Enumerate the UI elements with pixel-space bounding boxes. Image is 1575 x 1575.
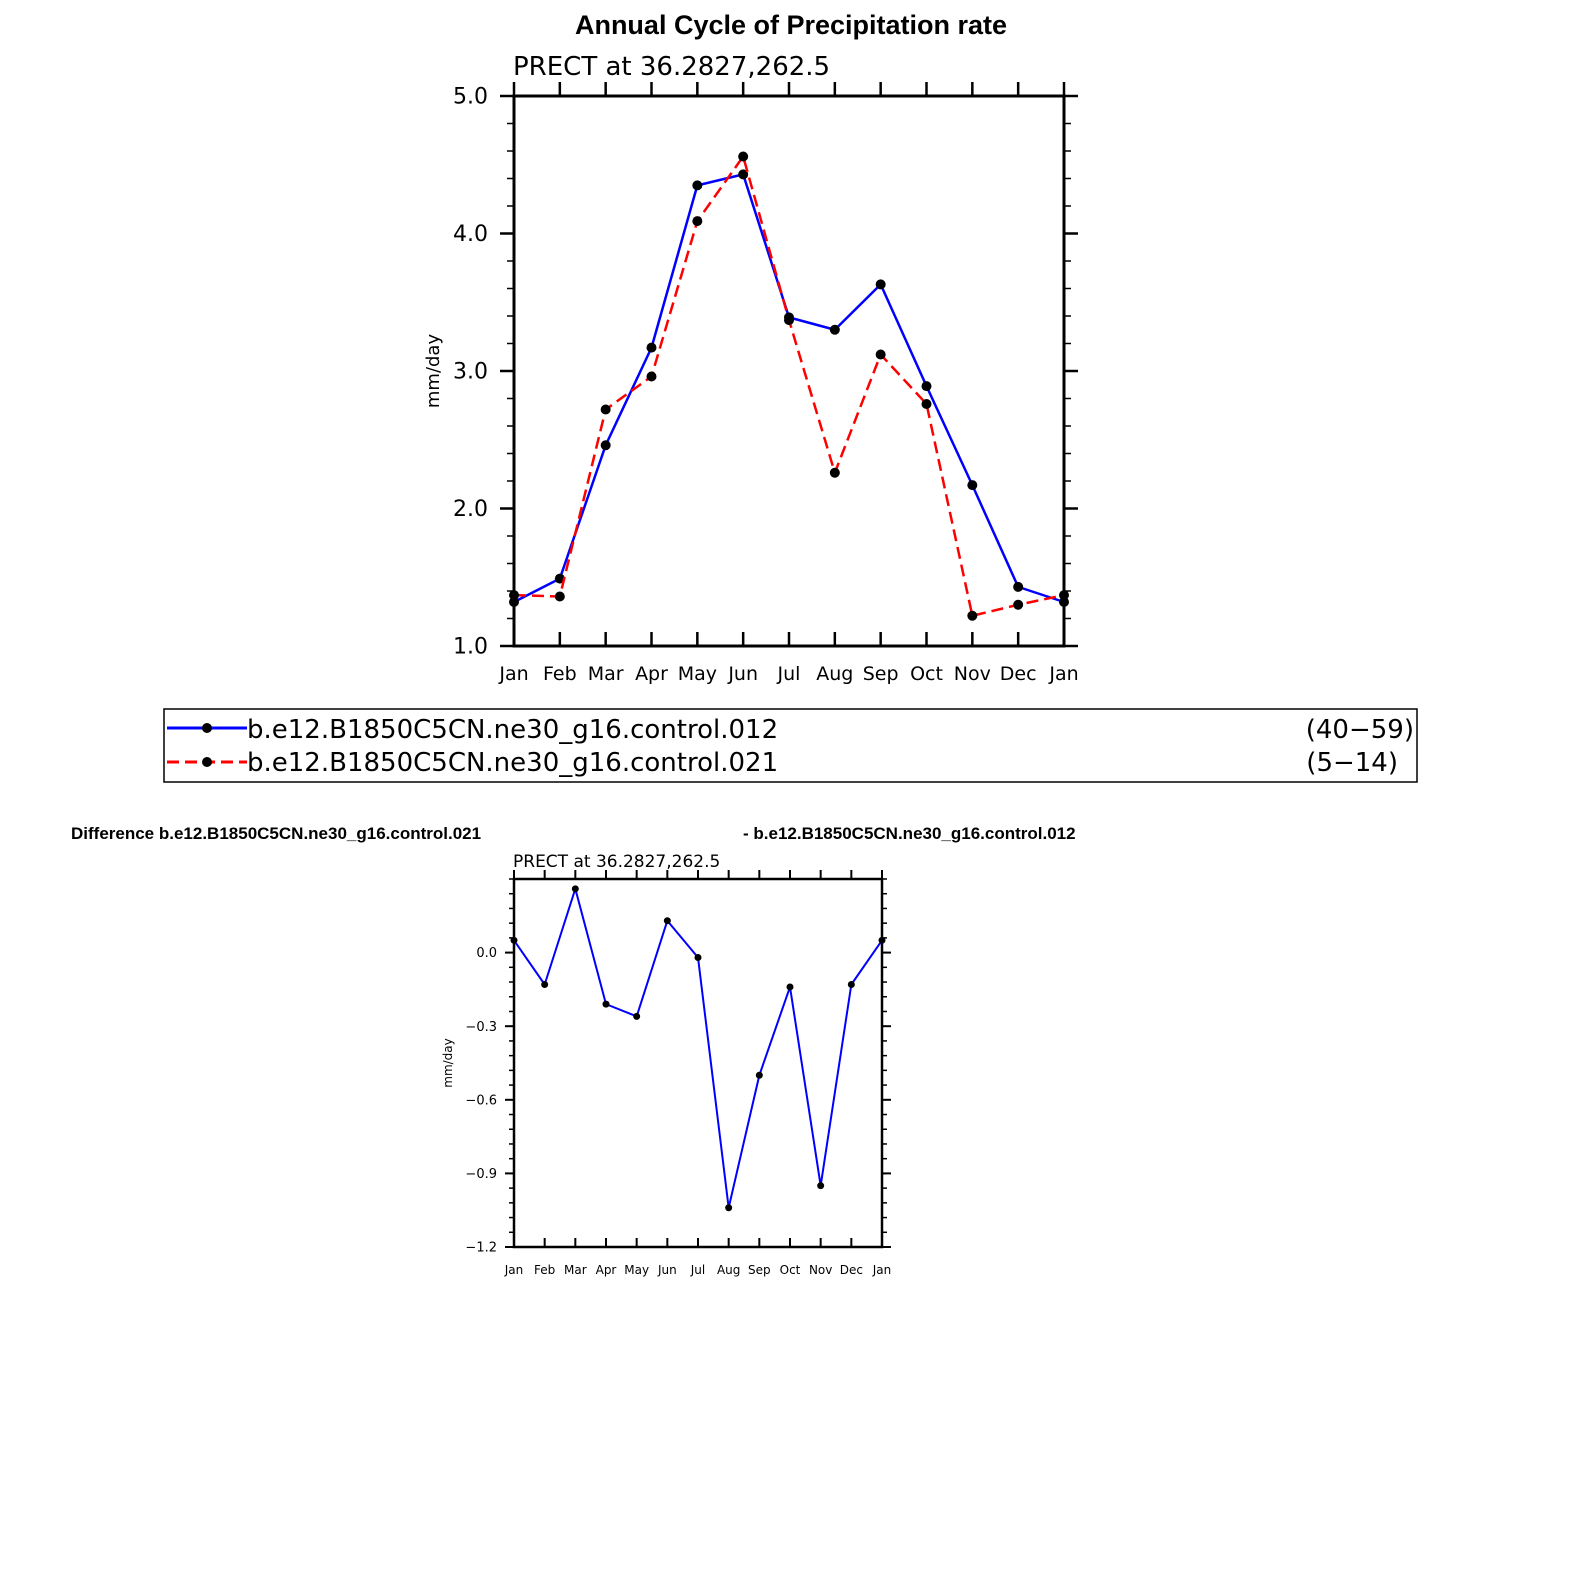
x-tick-label: Aug: [816, 663, 854, 685]
series-0-point: [967, 480, 977, 490]
chart2-title-right: - b.e12.B1850C5CN.ne30_g16.control.012: [743, 824, 1076, 843]
x-tick-label: Dec: [999, 663, 1037, 685]
series-0-point: [725, 1204, 732, 1211]
series-1-point: [555, 592, 565, 602]
x-tick-label: Jan: [1049, 663, 1079, 685]
legend-years-control-012: (40−59): [1305, 715, 1414, 745]
series-0-point: [817, 1182, 824, 1189]
x-tick-label: Sep: [862, 663, 899, 685]
x-tick-label: May: [624, 1263, 650, 1277]
difference-chart: [441, 852, 891, 1277]
series-0-point: [633, 1013, 640, 1020]
series-0-point: [1013, 582, 1023, 592]
x-tick-label: Apr: [595, 1263, 617, 1277]
legend-label-control-012: b.e12.B1850C5CN.ne30_g16.control.012: [247, 715, 779, 745]
chart1-subtitle: PRECT at 36.2827,262.5: [513, 52, 831, 82]
x-tick-label: Jul: [690, 1263, 706, 1277]
series-0-point: [830, 325, 840, 335]
series-line-1: [514, 157, 1064, 616]
y-tick-label: 4.0: [453, 222, 488, 248]
chart2-subtitle: PRECT at 36.2827,262.5: [513, 852, 721, 872]
y-tick-label: 0.0: [476, 946, 497, 962]
series-1-point: [967, 611, 977, 621]
series-1-point: [784, 315, 794, 325]
x-tick-label: Aug: [716, 1263, 741, 1277]
x-tick-label: Nov: [953, 663, 991, 685]
series-0-point: [879, 937, 886, 944]
y-tick-label: 3.0: [453, 359, 488, 385]
legend-marker-control-012: [202, 723, 212, 733]
legend-marker-control-021: [202, 757, 212, 767]
x-tick-label: Sep: [748, 1263, 771, 1277]
series-0-point: [922, 381, 932, 391]
figure-title: Annual Cycle of Precipitation rate: [574, 10, 1008, 40]
series-0-point: [601, 440, 611, 450]
chart1-series: [509, 152, 1069, 621]
y-tick-label: −1.2: [465, 1240, 497, 1256]
chart2-ylabel: mm/day: [441, 1038, 455, 1088]
series-1-point: [922, 399, 932, 409]
series-0-point: [695, 954, 702, 961]
series-0-point: [848, 981, 855, 988]
series-0-point: [664, 917, 671, 924]
series-line-0: [514, 174, 1064, 602]
series-0-point: [541, 981, 548, 988]
series-1-point: [692, 216, 702, 226]
chart2-title-left: Difference b.e12.B1850C5CN.ne30_g16.control.021: [71, 824, 482, 843]
series-1-point: [1013, 600, 1023, 610]
x-tick-label: Jun: [657, 1263, 677, 1277]
series-1-point: [738, 152, 748, 162]
series-0-point: [511, 937, 518, 944]
x-tick-label: May: [677, 663, 717, 685]
x-tick-label: Oct: [779, 1263, 801, 1277]
x-tick-label: Jul: [777, 663, 801, 685]
series-0-point: [756, 1072, 763, 1079]
chart1-ticks: [453, 82, 1079, 685]
y-tick-label: −0.3: [465, 1019, 497, 1035]
x-tick-label: Jan: [499, 663, 529, 685]
series-1-point: [830, 468, 840, 478]
series-1-point: [647, 372, 657, 382]
series-0-point: [603, 1001, 610, 1008]
y-tick-label: 2.0: [453, 497, 488, 523]
series-0-point: [787, 983, 794, 990]
series-line-0: [514, 889, 882, 1208]
x-tick-label: Jan: [872, 1263, 892, 1277]
series-0-point: [876, 279, 886, 289]
y-tick-label: −0.6: [465, 1093, 497, 1109]
y-tick-label: 1.0: [453, 634, 488, 660]
x-tick-label: Mar: [564, 1263, 587, 1277]
x-tick-label: Dec: [839, 1263, 863, 1277]
y-tick-label: 5.0: [453, 84, 488, 110]
series-0-point: [692, 180, 702, 190]
legend: [164, 709, 1417, 782]
x-tick-label: Mar: [587, 663, 624, 685]
chart1-plot-frame: [514, 96, 1064, 646]
series-1-point: [601, 405, 611, 415]
chart2-series: [511, 885, 886, 1211]
chart2-ticks: [465, 870, 891, 1277]
series-1-point: [1059, 590, 1069, 600]
x-tick-label: Feb: [543, 663, 577, 685]
series-1-point: [876, 350, 886, 360]
legend-label-control-021: b.e12.B1850C5CN.ne30_g16.control.021: [247, 748, 779, 778]
x-tick-label: Jan: [504, 1263, 524, 1277]
chart1-ylabel: mm/day: [423, 333, 444, 409]
x-tick-label: Feb: [534, 1263, 556, 1277]
x-tick-label: Apr: [635, 663, 668, 685]
chart2-plot-frame: [514, 879, 882, 1247]
legend-years-control-021: (5−14): [1306, 748, 1398, 778]
series-1-point: [509, 590, 519, 600]
series-0-point: [647, 343, 657, 353]
annual-cycle-chart: [423, 52, 1079, 685]
x-tick-label: Jun: [728, 663, 759, 685]
series-0-point: [572, 885, 579, 892]
x-tick-label: Oct: [910, 663, 943, 685]
x-tick-label: Nov: [808, 1263, 833, 1277]
y-tick-label: −0.9: [465, 1166, 497, 1182]
